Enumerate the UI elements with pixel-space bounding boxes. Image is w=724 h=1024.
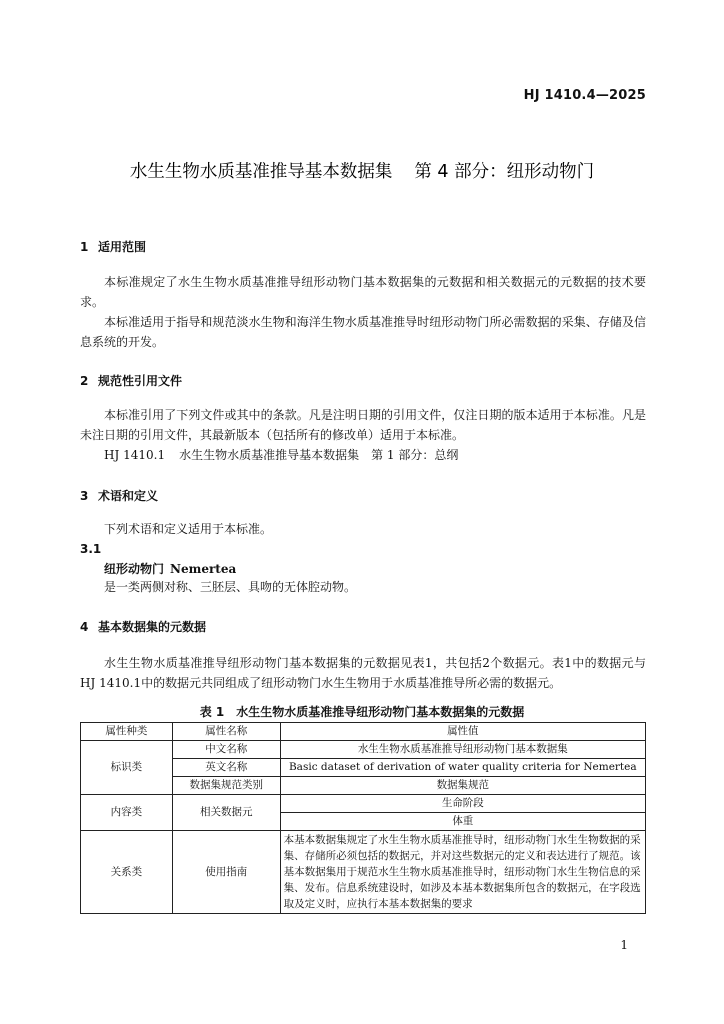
section-3-para-1: 下列术语和定义适用于本标准。 [104, 522, 273, 536]
term-entry [104, 560, 236, 577]
table-1 [80, 722, 646, 914]
data-element-body-weight: 体重 [280, 813, 645, 831]
term-english: Nemertea [170, 562, 237, 576]
identity-class-cell: 标识类 [81, 741, 173, 795]
header-attribute-value: 属性值 [280, 723, 645, 741]
attribute-value-cell: 数据集规范 [280, 777, 645, 795]
title-main: 水生生物水质基准推导基本数据集 [129, 162, 393, 182]
attribute-name-cell: 数据集规范类别 [172, 777, 280, 795]
document-title [0, 158, 724, 183]
section-2-heading: 2 规范性引用文件 [80, 374, 183, 388]
reference-title: 水生生物水质基准推导基本数据集 第 1 部分：总纲 [179, 448, 459, 462]
attribute-name-cell: 中文名称 [172, 741, 280, 759]
section-1-para-1: 本标准规定了水生生物水质基准推导纽形动物门基本数据集的元数据和相关数据元的元数据的技术要求。 [80, 275, 646, 309]
section-3-heading: 3 术语和定义 [80, 489, 159, 503]
normative-reference [104, 446, 458, 464]
section-1-heading: 1 适用范围 [80, 240, 147, 254]
header-attribute-name: 属性名称 [172, 723, 280, 741]
table-row [81, 795, 646, 813]
relation-class-cell: 关系类 [81, 831, 173, 914]
standard-number: HJ 1410.4—2025 [523, 88, 646, 103]
usage-guide-name-cell: 使用指南 [172, 831, 280, 914]
table-row [81, 741, 646, 759]
section-4-para-1: 水生生物水质基准推导纽形动物门基本数据集的元数据见表1，共包括2个数据元。表1中的数据元与HJ 1410.1中的数据元共同组成了纽形动物门水生生物用于水质基准推导所必需的数据元。 [80, 656, 646, 690]
related-data-element-cell: 相关数据元 [172, 795, 280, 831]
attribute-name-cell: 英文名称 [172, 759, 280, 777]
section-2-para-1: 本标准引用了下列文件或其中的条款。凡是注明日期的引用文件，仅注日期的版本适用于本标准。凡是未注日期的引用文件，其最新版本（包括所有的修改单）适用于本标准。 [80, 408, 646, 442]
table-1-caption: 表 1 水生生物水质基准推导纽形动物门基本数据集的元数据 [199, 705, 525, 719]
section-1-para-2: 本标准适用于指导和规范淡水生物和海洋生物水质基准推导时纽形动物门所必需数据的采集、存储及信息系统的开发。 [80, 315, 646, 349]
header-attribute-kind: 属性种类 [81, 723, 173, 741]
term-chinese: 纽形动物门 [104, 562, 165, 576]
page-number: 1 [620, 938, 628, 952]
table-header-row [81, 723, 646, 741]
content-class-cell: 内容类 [81, 795, 173, 831]
attribute-value-cell: 水生生物水质基准推导纽形动物门基本数据集 [280, 741, 645, 759]
data-element-life-stage: 生命阶段 [280, 795, 645, 813]
table-row [81, 831, 646, 914]
section-4-heading: 4 基本数据集的元数据 [80, 620, 207, 634]
term-definition: 是一类两侧对称、三胚层、具吻的无体腔动物。 [104, 580, 357, 594]
attribute-value-cell: Basic dataset of derivation of water quality criteria for Nemertea [280, 759, 645, 777]
reference-code: HJ 1410.1 [104, 448, 166, 462]
subclause-3-1-number: 3.1 [80, 542, 102, 556]
title-part: 第 4 部分：纽形动物门 [414, 162, 595, 182]
usage-guide-value-cell: 本基本数据集规定了水生生物水质基准推导时，纽形动物门水生生物数据的采集、存储所必须包括的数据元，并对这些数据元的定义和表达进行了规范。该基本数据集用于规范水生生物水质基准推导时，纽形动物门水生生物信息的采集、发布。信息系统建设时，如涉及本基本数据集所包含的数据元，在字段选取及定义时，应执行本基本数据集的要求 [280, 831, 645, 914]
